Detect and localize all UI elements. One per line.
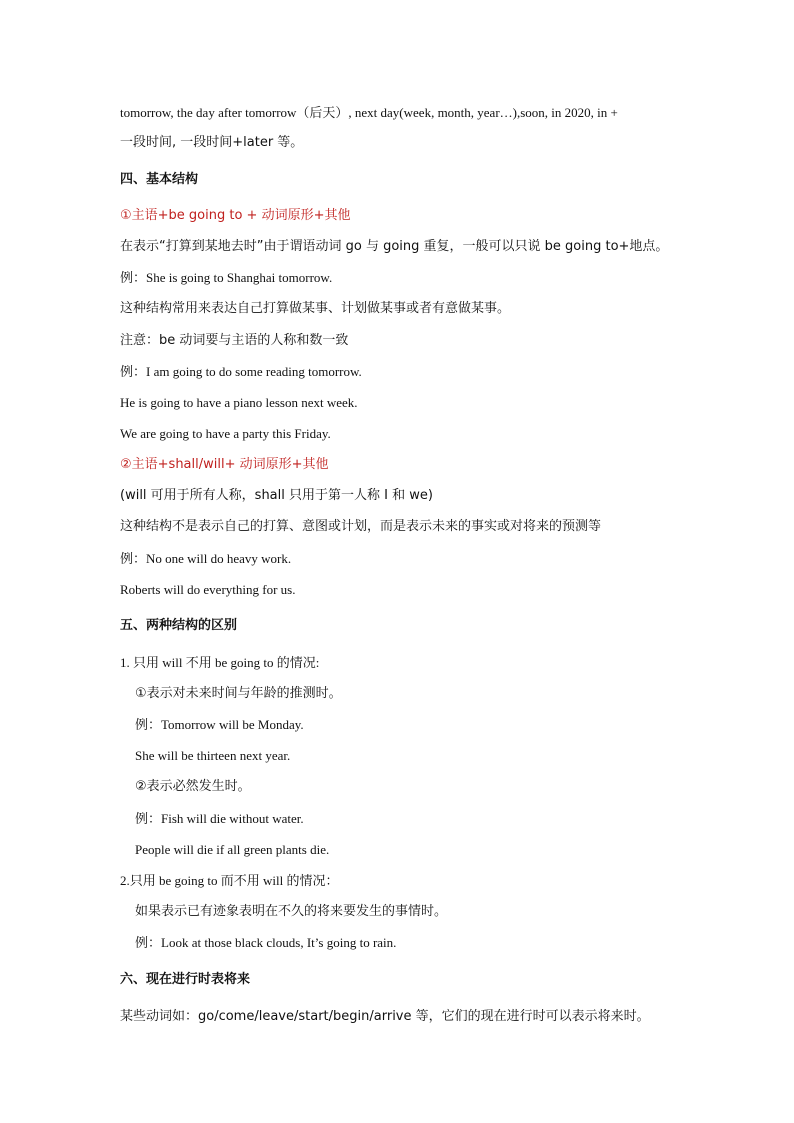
example-line: 例：Tomorrow will be Monday. (135, 717, 304, 732)
list-item: 1. 只用 will 不用 be going to 的情况: (120, 655, 320, 670)
text-line: 某些动词如：go/come/leave/start/begin/arrive 等，它们的现在进行时可以表示将来时。 (120, 1009, 650, 1024)
text-line: tomorrow, the day after tomorrow（后天）, next day(week, month, year…),soon, in 2020, in + (120, 105, 618, 120)
structure-heading-2: ②主语+shall/will+ 动词原形+其他 (120, 457, 329, 472)
list-item: 2.只用 be going to 而不用 will 的情况： (120, 873, 339, 888)
example-line: He is going to have a piano lesson next week. (120, 395, 358, 410)
example-line: We are going to have a party this Friday. (120, 426, 331, 441)
example-line: 例：She is going to Shanghai tomorrow. (120, 270, 333, 285)
example-line: She will be thirteen next year. (135, 748, 291, 763)
example-line: 例：Look at those black clouds, It’s going to rain. (135, 935, 397, 950)
example-line: 例：No one will do heavy work. (120, 551, 292, 566)
text-line: (will 可用于所有人称，shall 只用于第一人称 I 和 we) (120, 488, 433, 503)
example-line: People will die if all green plants die. (135, 842, 330, 857)
section-heading-4: 四、基本结构 (120, 172, 199, 187)
note-line: 注意：be 动词要与主语的人称和数一致 (120, 333, 349, 348)
section-heading-6: 六、现在进行时表将来 (120, 972, 251, 987)
structure-heading-1: ①主语+be going to + 动词原形+其他 (120, 208, 351, 223)
text-line: 这种结构常用来表达自己打算做某事、计划做某事或者有意做某事。 (120, 301, 511, 316)
text-line: 在表示“打算到某地去时”由于谓语动词 go 与 going 重复，一般可以只说 be going to+地点。 (120, 239, 669, 254)
example-line: 例：I am going to do some reading tomorrow. (120, 364, 362, 379)
section-heading-5: 五、两种结构的区别 (120, 618, 238, 633)
sub-item: ①表示对未来时间与年龄的推测时。 (135, 686, 342, 701)
text-line: 一段时间, 一段时间+later 等。 (120, 135, 304, 150)
text-line: 这种结构不是表示自己的打算、意图或计划，而是表示未来的事实或对将来的预测等 (120, 519, 602, 534)
sub-item: ②表示必然发生时。 (135, 779, 251, 794)
example-line: Roberts will do everything for us. (120, 582, 296, 597)
sub-item: 如果表示已有迹象表明在不久的将来要发生的事情时。 (135, 904, 448, 919)
example-line: 例：Fish will die without water. (135, 811, 304, 826)
